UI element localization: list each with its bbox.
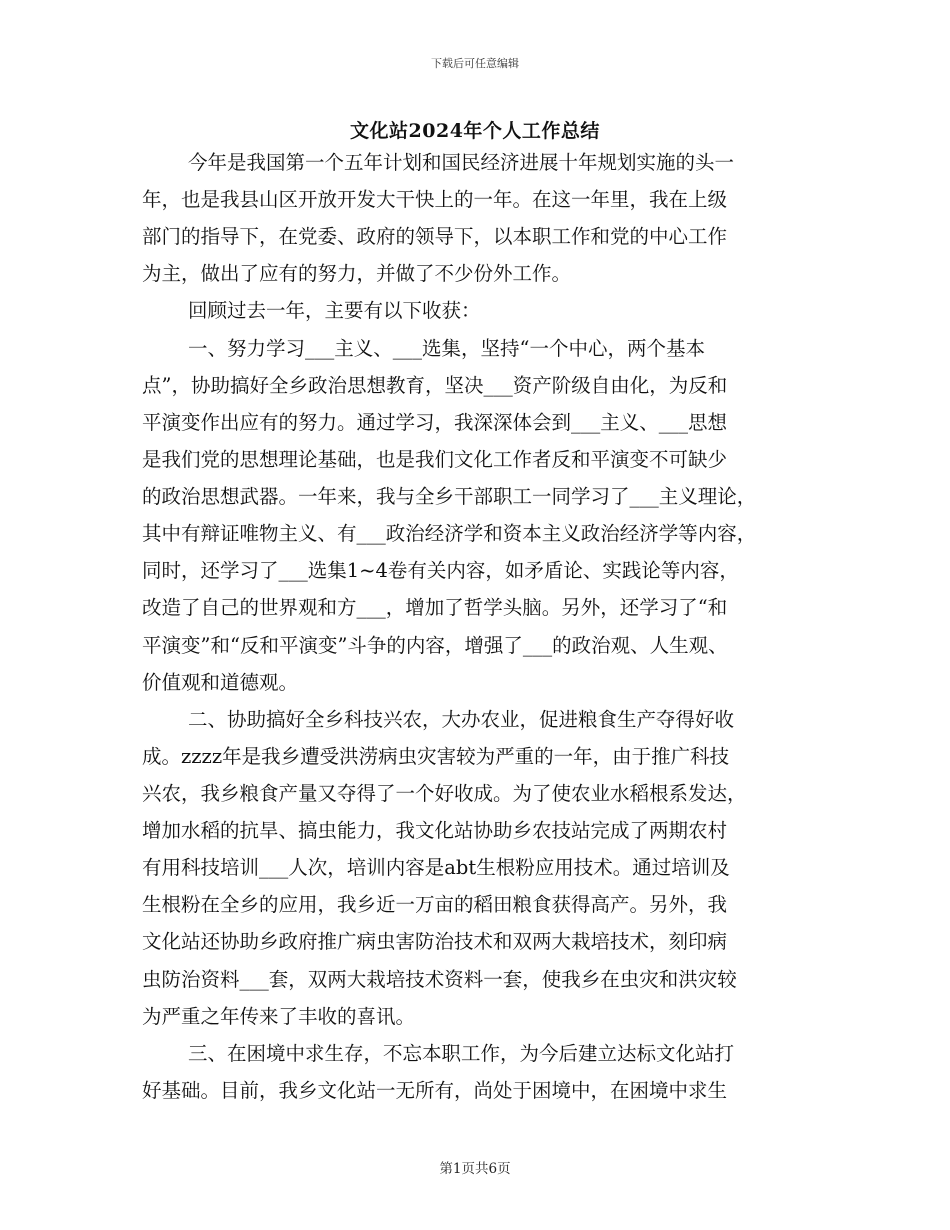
body-line: 有用科技培训___人次，培训内容是abt生根粉应用技术。通过培训及 xyxy=(142,856,730,879)
body-line: 二、协助搞好全乡科技兴农，大办农业，促进粮食生产夺得好收 xyxy=(188,708,735,731)
body-line: 一、努力学习___主义、___选集，坚持“一个中心，两个基本 xyxy=(188,337,705,360)
body-line: 平演变”和“反和平演变”斗争的内容，增强了___的政治观、人生观、 xyxy=(142,634,728,657)
body-line: 回顾过去一年，主要有以下收获： xyxy=(188,299,481,322)
page-number: 第1页共6页 xyxy=(439,1161,511,1177)
body-line: 好基础。目前，我乡文化站一无所有，尚处于困境中，在困境中求生 xyxy=(142,1079,728,1102)
body-line: 今年是我国第一个五年计划和国民经济进展十年规划实施的头一 xyxy=(188,151,735,174)
body-line: 为主，做出了应有的努力，并做了不少份外工作。 xyxy=(142,262,572,285)
body-line: 是我们党的思想理论基础，也是我们文化工作者反和平演变不可缺少 xyxy=(142,448,728,471)
body-line: 点”，协助搞好全乡政治思想教育，坚决___资产阶级自由化，为反和 xyxy=(142,374,728,397)
body-line: 的政治思想武器。一年来，我与全乡干部职工一同学习了___主义理论， xyxy=(142,485,757,508)
body-line: 文化站还协助乡政府推广病虫害防治技术和双两大栽培技术，刻印病 xyxy=(142,930,728,953)
body-line: 为严重之年传来了丰收的喜讯。 xyxy=(142,1005,416,1028)
body-line: 三、在困境中求生存，不忘本职工作，为今后建立达标文化站打 xyxy=(188,1042,735,1065)
header-note: 下载后可任意编辑 xyxy=(431,57,519,70)
body-line: 年，也是我县山区开放开发大干快上的一年。在这一年里，我在上级 xyxy=(142,188,728,211)
body-line: 部门的指导下，在党委、政府的领导下，以本职工作和党的中心工作 xyxy=(142,225,728,248)
body-line: 同时，还学习了___选集1~4卷有关内容，如矛盾论、实践论等内容， xyxy=(142,559,739,582)
body-line: 增加水稻的抗旱、搞虫能力，我文化站协助乡农技站完成了两期农村 xyxy=(142,819,728,842)
body-line: 成。zzzz年是我乡遭受洪涝病虫灾害较为严重的一年，由于推广科技 xyxy=(142,745,730,768)
document-title: 文化站2024年个人工作总结 xyxy=(350,120,600,142)
body-line: 其中有辩证唯物主义、有___政治经济学和资本主义政治经济学等内容， xyxy=(142,522,757,545)
body-line: 价值观和道德观。 xyxy=(142,671,299,694)
body-line: 兴农，我乡粮食产量又夺得了一个好收成。为了使农业水稻根系发达， xyxy=(142,782,747,805)
body-line: 生根粉在全乡的应用，我乡近一万亩的稻田粮食获得高产。另外，我 xyxy=(142,893,728,916)
body-line: 平演变作出应有的努力。通过学习，我深深体会到___主义、___思想 xyxy=(142,411,728,434)
body-line: 改造了自己的世界观和方___，增加了哲学头脑。另外，还学习了“和 xyxy=(142,596,728,619)
body-line: 虫防治资料___套，双两大栽培技术资料一套，使我乡在虫灾和洪灾较 xyxy=(142,968,737,991)
